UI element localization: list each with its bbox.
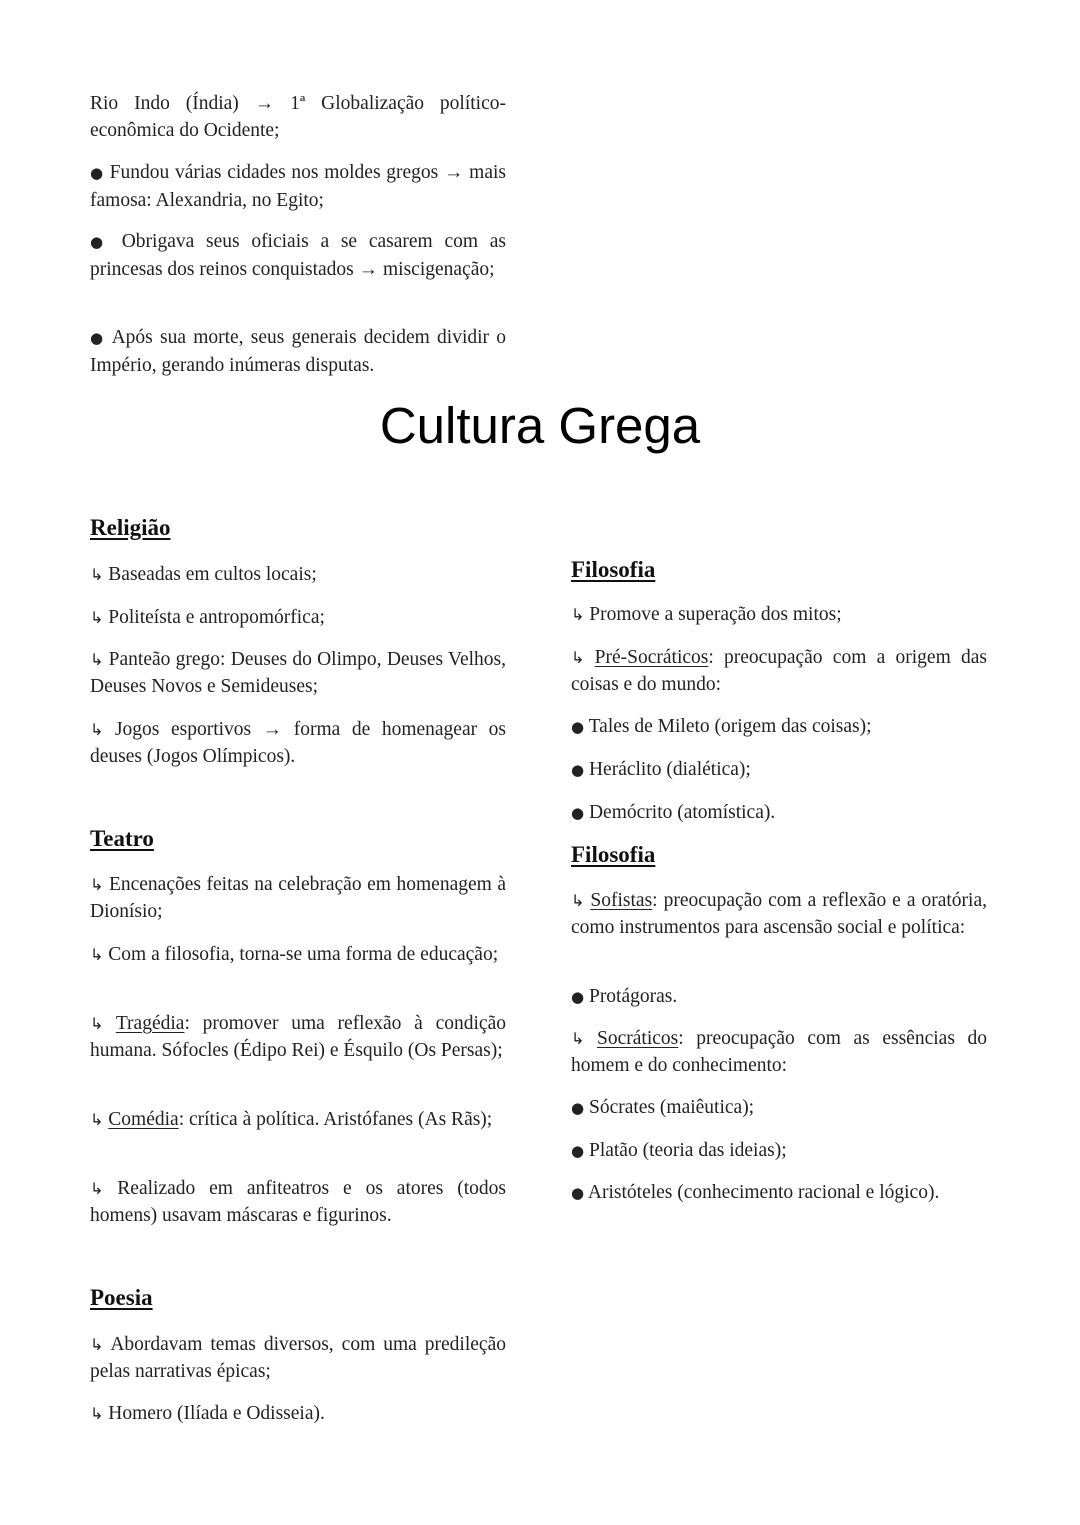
bullet-paragraph (90, 159, 506, 214)
item-text: Realizado em anfiteatros e os atores (todos homens) usavam máscaras e figurinos. (90, 1178, 506, 1226)
list-item (90, 1010, 506, 1064)
list-item (571, 799, 987, 827)
bullet-paragraph (90, 324, 506, 379)
list-item (571, 1094, 987, 1122)
section-heading-teatro: Teatro (90, 826, 154, 851)
item-text: : preocupação com a origem das coisas e do mundo: (571, 647, 987, 695)
term-pre-socraticos: Pré-Socráticos (594, 647, 709, 668)
item-text: : crítica à política. Aristófanes (As Rãs); (178, 1109, 493, 1130)
list-item (90, 561, 506, 588)
bullet-icon: ● (571, 1099, 585, 1117)
bullet-icon: ● (571, 804, 585, 822)
list-item (90, 646, 506, 700)
list-item (90, 871, 506, 925)
section-heading-filosofia: Filosofia (571, 557, 656, 582)
list-item (571, 713, 987, 741)
bullet-icon: ● (90, 329, 106, 347)
paragraph-text: Rio Indo (Índia) → 1ª Globalização político-econômica do Ocidente; (90, 93, 506, 141)
arrow-down-right-icon: ↳ (90, 1014, 104, 1033)
item-text: Promove a superação dos mitos; (589, 604, 842, 625)
item-text: Politeísta e antropomórfica; (108, 607, 325, 628)
item-text: Tales de Mileto (origem das coisas); (588, 716, 872, 737)
item-text: : preocupação com a reflexão e a oratória, como instrumentos para ascensão social e política: (571, 890, 987, 938)
item-text: Jogos esportivos → forma de homenagear os deuses (Jogos Olímpicos). (90, 719, 506, 767)
section-heading-religiao: Religião (90, 515, 171, 540)
list-item (90, 604, 506, 631)
item-text: : promover uma reflexão à condição humana. Sófocles (Édipo Rei) e Ésquilo (Os Persas); (90, 1013, 506, 1061)
item-text: : preocupação com as essências do homem e do conhecimento: (571, 1028, 987, 1076)
arrow-down-right-icon: ↳ (90, 875, 104, 894)
list-item (90, 1331, 506, 1385)
term-socraticos: Socráticos (597, 1028, 679, 1049)
paragraph-text: Fundou várias cidades nos moldes gregos → mais famosa: Alexandria, no Egito; (90, 162, 506, 211)
list-item (571, 601, 987, 628)
list-item (571, 1137, 987, 1165)
arrow-down-right-icon: ↳ (571, 891, 585, 910)
item-text: Sócrates (maiêutica); (588, 1097, 755, 1118)
arrow-down-right-icon: ↳ (90, 945, 104, 964)
item-text: Panteão grego: Deuses do Olimpo, Deuses Velhos, Deuses Novos e Semideuses; (90, 649, 507, 697)
arrow-down-right-icon: ↳ (90, 1110, 104, 1129)
list-item (571, 756, 987, 784)
arrow-down-right-icon: ↳ (571, 648, 585, 667)
bullet-icon: ● (571, 718, 585, 736)
bullet-icon: ● (571, 1184, 585, 1202)
arrow-down-right-icon: ↳ (90, 565, 104, 584)
item-text: Com a filosofia, torna-se uma forma de educação; (108, 944, 499, 965)
item-text: Encenações feitas na celebração em homenagem à Dionísio; (90, 874, 506, 922)
arrow-down-right-icon: ↳ (90, 650, 104, 669)
arrow-down-right-icon: ↳ (90, 1404, 104, 1423)
page-title: Cultura Grega (379, 397, 701, 454)
arrow-down-right-icon: ↳ (90, 720, 104, 739)
arrow-down-right-icon: ↳ (90, 1179, 104, 1198)
term-tragedia: Tragédia (115, 1013, 185, 1034)
item-text: Abordavam temas diversos, com uma predileção pelas narrativas épicas; (90, 1334, 506, 1382)
bullet-icon: ● (571, 988, 585, 1006)
list-item (90, 1400, 506, 1427)
arrow-down-right-icon: ↳ (90, 608, 104, 627)
item-text: Heráclito (dialética); (588, 759, 751, 780)
arrow-down-right-icon: ↳ (571, 1029, 585, 1048)
item-text: Aristóteles (conhecimento racional e lógico). (587, 1182, 940, 1203)
item-text: Homero (Ilíada e Odisseia). (108, 1403, 325, 1424)
item-text: Platão (teoria das ideias); (588, 1140, 787, 1161)
list-item (90, 1175, 506, 1229)
list-item (571, 1179, 987, 1207)
item-text: Protágoras. (588, 986, 678, 1007)
intro-paragraph (90, 90, 506, 144)
paragraph-text: Após sua morte, seus generais decidem dividir o Império, gerando inúmeras disputas. (90, 327, 506, 376)
list-item (571, 1025, 987, 1079)
list-item (571, 983, 987, 1011)
list-item (571, 644, 987, 698)
item-text: Baseadas em cultos locais; (108, 564, 317, 585)
bullet-paragraph (90, 228, 506, 283)
bullet-icon: ● (571, 761, 585, 779)
arrow-down-right-icon: ↳ (571, 605, 585, 624)
section-heading-poesia: Poesia (90, 1285, 153, 1310)
term-sofistas: Sofistas (590, 890, 653, 911)
bullet-icon: ● (90, 164, 104, 182)
list-item (90, 941, 506, 968)
bullet-icon: ● (90, 233, 110, 251)
list-item (571, 887, 987, 941)
paragraph-text: Obrigava seus oficiais a se casarem com as princesas dos reinos conquistados → miscigenação; (90, 231, 506, 280)
arrow-down-right-icon: ↳ (90, 1335, 104, 1354)
list-item (90, 1106, 506, 1133)
term-comedia: Comédia (108, 1109, 179, 1130)
list-item (90, 716, 506, 770)
item-text: Demócrito (atomística). (588, 802, 776, 823)
section-heading-filosofia-2: Filosofia (571, 842, 656, 867)
bullet-icon: ● (571, 1142, 585, 1160)
